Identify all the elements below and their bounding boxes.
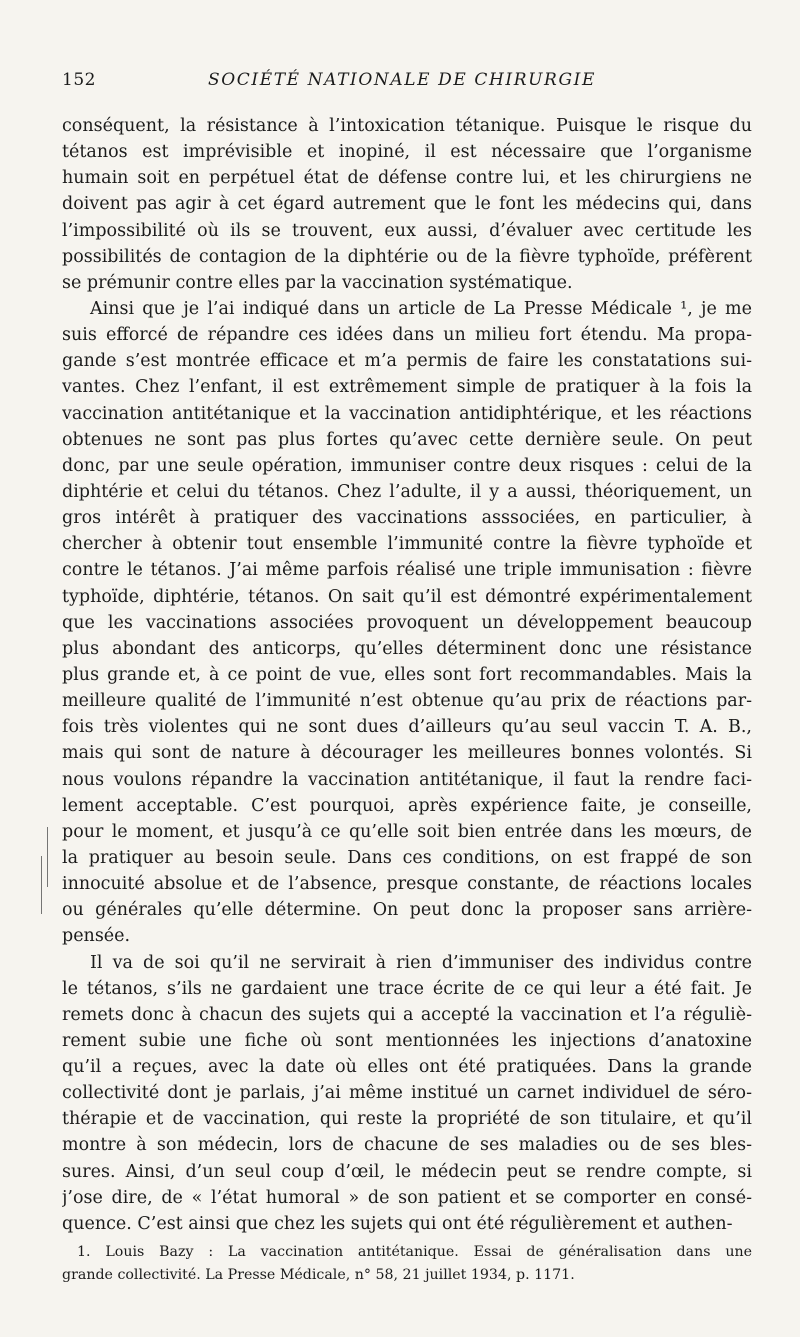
text-line: que les vaccinations associées provoquent un développement beaucoup — [62, 612, 752, 633]
text-line: gros intérêt à pratiquer des vaccinations asssociées, en particulier, à — [62, 508, 752, 529]
text-line: plus grande et, à ce point de vue, elles sont fort recommandables. Mais la — [62, 664, 752, 685]
margin-mark — [47, 827, 48, 887]
margin-mark — [41, 856, 42, 914]
text-line: j’ose dire, de « l’état humoral » de son patient et se comporter en consé- — [62, 1187, 752, 1208]
text-line: suis efforcé de répandre ces idées dans un milieu fort étendu. Ma propa- — [62, 325, 752, 346]
text-line: gande s’est montrée efficace et m’a permis de faire les constatations sui- — [62, 351, 752, 372]
text-line: fois très violentes qui ne sont dues d’ailleurs qu’au seul vaccin T. A. B., — [62, 717, 752, 738]
text-line: doivent pas agir à cet égard autrement que le font les médecins qui, dans — [62, 194, 752, 215]
text-line: thérapie et de vaccination, qui reste la propriété de son titulaire, et qu’il — [62, 1109, 752, 1130]
text-line: typhoïde, diphtérie, tétanos. On sait qu’il est démontré expérimentalement — [62, 586, 752, 607]
text-line: pensée. — [62, 926, 131, 947]
text-line: vantes. Chez l’enfant, il est extrêmement simple de pratiquer à la fois la — [62, 377, 752, 398]
text-line: ou générales qu’elle détermine. On peut donc la proposer sans arrière- — [62, 900, 752, 921]
body-text — [62, 113, 752, 1237]
text-line: conséquent, la résistance à l’intoxication tétanique. Puisque le risque du — [62, 116, 752, 136]
text-line: sures. Ainsi, d’un seul coup d’œil, le médecin peut se rendre compte, si — [62, 1161, 752, 1182]
text-line: la pratiquer au besoin seule. Dans ces conditions, on est frappé de son — [62, 847, 752, 868]
text-line: le tétanos, s’ils ne gardaient une trace écrite de ce qui leur a été fait. Je — [62, 978, 752, 999]
text-line: vaccination antitétanique et la vaccination antidiphtérique, et les réactions — [62, 403, 752, 424]
text-line: mais qui sont de nature à décourager les meilleures bonnes volontés. Si — [62, 743, 752, 764]
footnote — [62, 1241, 752, 1287]
text-line: montre à son médecin, lors de chacune de ses maladies ou de ses bles- — [62, 1135, 752, 1156]
text-line: l’impossibilité où ils se trouvent, eux aussi, d’évaluer avec certitude les — [62, 220, 752, 241]
text-line: qu’il a reçues, avec la date où elles ont été pratiquées. Dans la grande — [62, 1057, 752, 1078]
text-line: chercher à obtenir tout ensemble l’immunité contre la fièvre typhoïde et — [62, 534, 752, 555]
page-number: 152 — [62, 70, 96, 90]
text-line: plus abondant des anticorps, qu’elles déterminent donc une résistance — [62, 638, 752, 659]
text-line: Ainsi que je l’ai indiqué dans un article de La Presse Médicale ¹, je me — [90, 298, 752, 319]
text-line: remets donc à chacun des sujets qui a accepté la vaccination et l’a réguliè- — [62, 1004, 752, 1025]
text-line: tétanos est imprévisible et inopiné, il est nécessaire que l’organisme — [62, 142, 752, 163]
running-header — [62, 70, 752, 94]
text-line: nous voulons répandre la vaccination antitétanique, il faut la rendre faci- — [62, 769, 752, 790]
text-line: lement acceptable. C’est pourquoi, après expérience faite, je conseille, — [62, 795, 752, 816]
journal-title: SOCIÉTÉ NATIONALE DE CHIRURGIE — [208, 70, 596, 90]
text-line: Il va de soi qu’il ne servirait à rien d’immuniser des individus contre — [90, 952, 752, 973]
text-line: se prémunir contre elles par la vaccination systématique. — [62, 272, 573, 293]
text-line: quence. C’est ainsi que chez les sujets qui ont été régulièrement et authen- — [62, 1213, 733, 1234]
text-line: possibilités de contagion de la diphtérie ou de la fièvre typhoïde, préfèrent — [62, 246, 752, 267]
text-line: obtenues ne sont pas plus fortes qu’avec cette dernière seule. On peut — [62, 429, 752, 450]
text-line: diphtérie et celui du tétanos. Chez l’adulte, il y a aussi, théoriquement, un — [62, 481, 752, 502]
text-line: innocuité absolue et de l’absence, presque constante, de réactions locales — [62, 874, 752, 895]
text-line: contre le tétanos. J’ai même parfois réalisé une triple immunisation : fièvre — [62, 560, 752, 581]
text-line: collectivité dont je parlais, j’ai même institué un carnet individuel de séro- — [62, 1083, 752, 1104]
text-line: meilleure qualité de l’immunité n’est obtenue qu’au prix de réactions par- — [62, 691, 752, 712]
text-line: donc, par une seule opération, immuniser contre deux risques : celui de la — [62, 455, 752, 476]
footnote-line: 1. Louis Bazy : La vaccination antitétanique. Essai de généralisation dans une — [77, 1244, 752, 1260]
text-line: rement subie une fiche où sont mentionnées les injections d’anatoxine — [62, 1030, 752, 1051]
text-line: humain soit en perpétuel état de défense contre lui, et les chirurgiens ne — [62, 168, 752, 189]
footnote-line: grande collectivité. La Presse Médicale, n° 58, 21 juillet 1934, p. 1171. — [62, 1267, 575, 1283]
text-line: pour le moment, et jusqu’à ce qu’elle soit bien entrée dans les mœurs, de — [62, 821, 752, 842]
